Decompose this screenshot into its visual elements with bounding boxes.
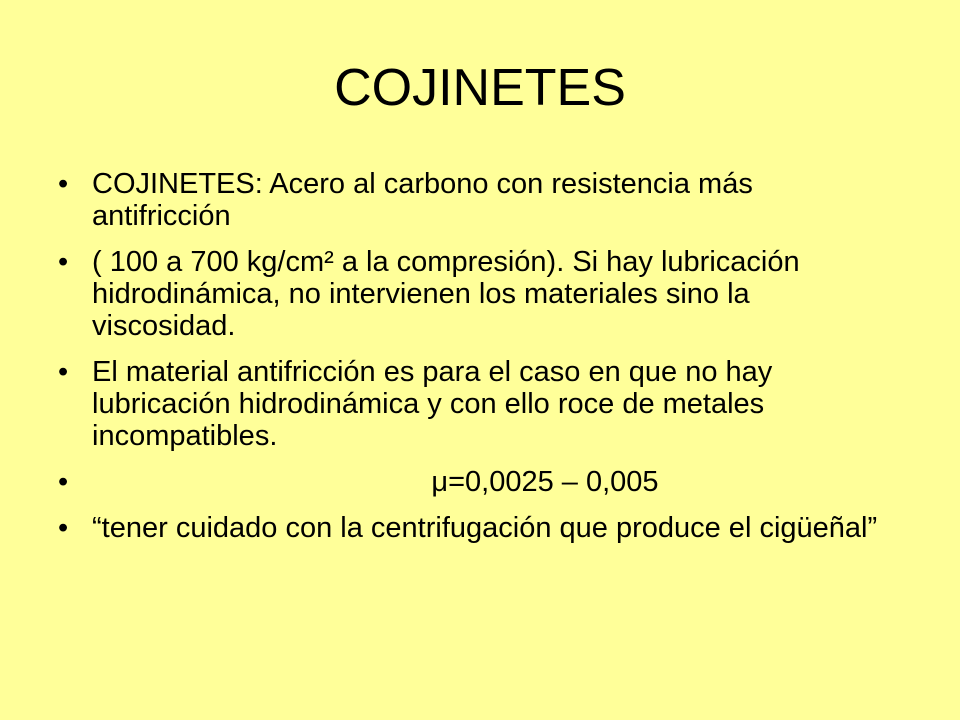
bullet-text: COJINETES: Acero al carbono con resistencia más antifricción — [92, 168, 753, 232]
bullet-item — [58, 246, 878, 342]
bullet-item — [58, 356, 878, 452]
bullet-text: “tener cuidado con la centrifugación que produce el cigüeñal” — [92, 512, 878, 544]
bullet-list — [58, 168, 878, 558]
slide-title: COJINETES — [334, 59, 626, 117]
bullet-marker: • — [58, 168, 69, 200]
bullet-item — [58, 512, 878, 544]
bullet-item — [58, 466, 878, 498]
bullet-marker: • — [58, 466, 69, 498]
bullet-marker: • — [58, 356, 69, 388]
bullet-text: El material antifricción es para el caso en que no hay lubricación hidrodinámica y con ello roce de metales incompatibles. — [92, 356, 773, 452]
bullet-text: ( 100 a 700 kg/cm² a la compresión). Si hay lubricación hidrodinámica, no intervienen los materiales sino la viscosidad. — [92, 246, 800, 342]
friction-coefficient-text: μ=0,0025 – 0,005 — [431, 466, 659, 498]
bullet-marker: • — [58, 246, 69, 278]
bullet-item — [58, 168, 878, 232]
bullet-marker: • — [58, 512, 69, 544]
